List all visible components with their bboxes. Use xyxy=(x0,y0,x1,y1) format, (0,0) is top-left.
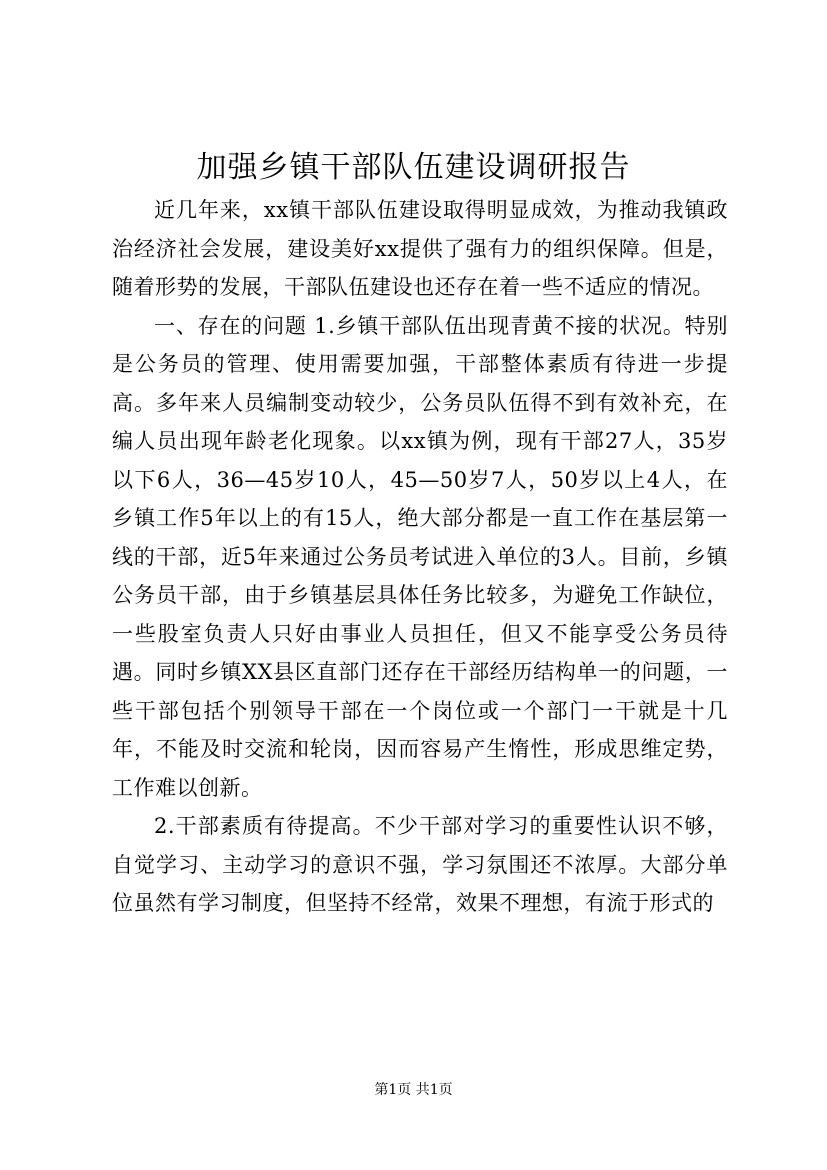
paragraph-intro: 近几年来，xx镇干部队伍建设取得明显成效，为推动我镇政治经济社会发展，建设美好xx提供了强有力的组织保障。但是，随着形势的发展，干部队伍建设也还存在着一些不适应的情况。 xyxy=(112,198,728,299)
paragraph-problems: 一、存在的问题 1.乡镇干部队伍出现青黄不接的状况。特别是公务员的管理、使用需要加强，干部整体素质有待进一步提高。多年来人员编制变动较少，公务员队伍得不到有效补充，在编人员出现年龄老化现象。以xx镇为例，现有干部27人，35岁以下6人，36—45岁10人，45—50岁7人，50岁以上4人，在乡镇工作5年以上的有15人，绝大部分都是一直工作在基层第一线的干部，近5年来通过公务员考试进入单位的3人。目前，乡镇公务员干部，由于乡镇基层具体任务比较多，为避免工作缺位，一些股室负责人只好由事业人员担任，但又不能享受公务员待遇。同时乡镇XX县区直部门还存在干部经历结构单一的问题，一些干部包括个别领导干部在一个岗位或一个部门一干就是十几年，不能及时交流和轮岗，因而容易产生惰性，形成思维定势，工作难以创新。 xyxy=(112,313,728,800)
page-footer: 第1页 共1页 xyxy=(374,1082,453,1098)
document-body xyxy=(112,191,728,923)
paragraph-quality: 2.干部素质有待提高。不少干部对学习的重要性认识不够，自觉学习、主动学习的意识不强，学习氛围还不浓厚。大部分单位虽然有学习制度，但坚持不经常，效果不理想，有流于形式的 xyxy=(112,814,728,915)
document-title: 加强乡镇干部队伍建设调研报告 xyxy=(196,150,631,185)
